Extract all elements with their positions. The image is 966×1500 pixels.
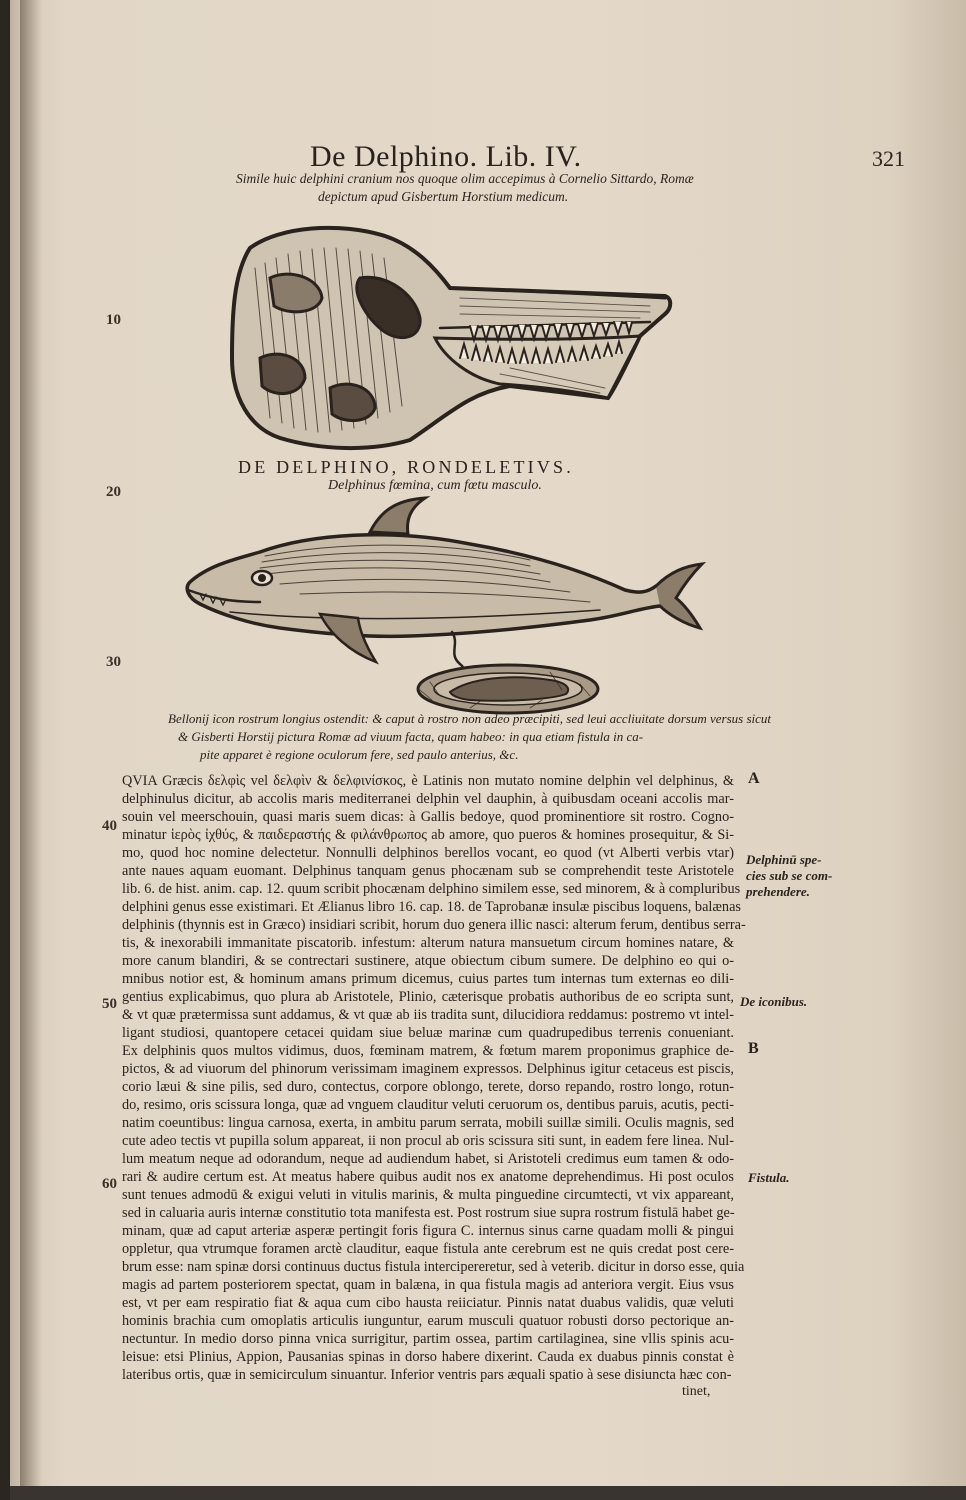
- page-bottom-edge: [10, 1486, 966, 1500]
- section-letter-marker: A: [748, 770, 760, 787]
- line-number-margin: 30: [106, 654, 121, 670]
- line-number-margin: 20: [106, 484, 121, 500]
- body-line: gentius explicabimus, quo plura ab Aristotele, Plinio, cæterisque probatis authoribus de eo scripta sunt,: [122, 989, 734, 1005]
- side-note-de-iconibus: De iconibus.: [740, 994, 808, 1009]
- line-number-margin: 40: [102, 818, 117, 834]
- body-line: delphinis (thynnis est in Græco) insidiari scribit, horum duo genera illic nasci: alterum ferum, dentibus serra-: [122, 917, 746, 933]
- body-line: delphini genus esse existimari. Et Ælianus libro 16. cap. 18. de Taprobanæ insulæ piscibus loquens, balænas: [122, 899, 741, 915]
- dolphin-icon: [170, 494, 710, 720]
- body-line: rari & audire certum est. At meatus habere quibus audit nos ex anatome deprehendimus. Hi post oculos: [122, 1169, 734, 1185]
- body-line: souin vel meerschouin, quasi maris suem dicas: à Gallis bedoye, quod prominentiore sit rostro. Cogno-: [122, 809, 734, 825]
- spine-shadow: [20, 0, 42, 1500]
- line-number-margin: 60: [102, 1176, 117, 1192]
- side-note-line: prehendere.: [746, 884, 810, 899]
- skull-caption-line: Simile huic delphini cranium nos quoque olim accepimus à Cornelio Sittardo, Romæ: [236, 171, 694, 186]
- body-line: mo, quod hoc nomine delectetur. Nonnulli delphinos berellos vocant, eo quod (vt Alberti verbis vtar): [122, 845, 734, 861]
- body-line: magis ad partem posteriorem spectat, quam in balæna, in qua fistula magis ad anteriora vergit. Eius vsus: [122, 1277, 734, 1293]
- dolphin-skull-illustration: [210, 218, 680, 456]
- body-line: oppletur, qua vtrumque foramen arctè clauditur, eaque fistula ante cerebrum est ne quis credat post cere-: [122, 1241, 734, 1257]
- body-line: do, resimo, oris scissura longa, quæ ad vnguem clauditur veluti ceruorum os, dentibus paruis, acutis, pecti-: [122, 1097, 734, 1113]
- body-line: tis, & inexorabili immanitate piscatorib. infestum: alterum natura mansuetum circum homines natare, &: [122, 935, 734, 951]
- bellon-caption-line: Bellonij icon rostrum longius ostendit: & caput à rostro non adeo præcipiti, sed leui accliuitate dorsum versus sicut: [168, 711, 772, 726]
- body-line: QVIA Græcis δελφὶς vel δελφὶν & δελφινίσκος, è Latinis non mutato nomine delphin vel delphinus, &: [122, 773, 734, 789]
- body-line: ligant studiosi, quantopere cetacei quidam siue beluæ marinæ cum quadrupedibus terrenis conueniant.: [122, 1025, 734, 1041]
- body-line: ante naues aquam euomant. Delphinus tanquam genus phocænam sub se comprehendit teste Aristotele: [122, 863, 734, 879]
- body-line: delphinulus dicitur, ab accolis maris mediterranei delphin vel dauphin, à quibusdam oceani accolis mar-: [122, 791, 734, 807]
- section-letter-marker: B: [748, 1040, 759, 1057]
- body-line: brum esse: nam spinæ dorsi continuus ductus fistula intercipereretur, sed à veterib. dicitur in dorso esse, quia: [122, 1259, 745, 1275]
- body-line: hominis brachia cum omoplatis articulis iunguntur, earum musculi quatuor robusti dorso pectorique an-: [122, 1313, 734, 1329]
- skull-caption-line: depictum apud Gisbertum Horstium medicum.: [318, 189, 569, 204]
- body-line: lib. 6. de hist. anim. cap. 12. quum scribit phocænam delphino similem esse, sed minorem, & à compluribus: [122, 881, 741, 897]
- dolphin-skull-icon: [210, 218, 680, 456]
- book-page: [10, 0, 966, 1500]
- body-line: lateribus ortis, quæ in semicirculum sinuantur. Inferior ventris pars æquali spatio à sese disiuncta hæc con-: [122, 1367, 732, 1383]
- body-line: natim coeuntibus: lingua carnosa, exerta, in ambitu parum serrata, mobili suillæ simili. Oculis magnis, sed: [122, 1115, 734, 1131]
- body-line: pictos, & ad viuorum del phinorum verissimam imaginem expressos. Delphinus igitur cetaceus est piscis,: [122, 1061, 734, 1077]
- body-line: more canum blandiri, & se contrectari sustinere, atque obiectum cibum sumere. De delphino eo qui o-: [122, 953, 734, 969]
- body-line: & vt quæ prætermissa sunt addamus, & vt quæ ab iis tradita sunt, dilucidiora reddamus: postremo vt intel-: [122, 1007, 734, 1023]
- body-line: leisue: etsi Plinius, Appion, Pausanias spinas in dorso habere dixerint. Cauda ex duabus pinnis constat è: [122, 1349, 734, 1365]
- body-line: minatur ἱερὸς ἰχθύς, & παιδεραστής & φιλάνθρωπος ab amore, quo pueros & homines prosequitur, & Si-: [122, 827, 734, 843]
- body-line: est, vt per eam respiratio fiat & aqua cum cibo hausta reiiciatur. Pinnis natat duabus validis, quæ veluti: [122, 1295, 734, 1311]
- page-number: 321: [872, 146, 905, 171]
- line-number-margin: 10: [106, 312, 121, 328]
- body-line: nectuntur. In medio dorso pinna vnica surrigitur, partim ossea, partim cartilaginea, sine vllis spinis acu-: [122, 1331, 734, 1347]
- body-line: cute adeo tectis vt pupilla solum appareat, ii non procul ab oris scissura siti sunt, in eadem fere linea. Nul-: [122, 1133, 734, 1149]
- dolphin-with-foetus-illustration: [170, 494, 710, 720]
- body-line: sunt tenues admodū & exigui veluti in vitulis marinis, & multa pinguedine circumtecti, vt vix appareant,: [122, 1187, 734, 1203]
- side-note-line: cies sub se com-: [746, 868, 833, 883]
- bellon-caption-line: & Gisberti Horstij pictura Romæ ad viuum facta, quam habeo: in qua etiam fistula in ca-: [178, 729, 644, 744]
- section-subtitle: Delphinus fœmina, cum fœtu masculo.: [328, 478, 542, 493]
- running-head: De Delphino. Lib. IV.: [310, 140, 582, 173]
- catchword: tinet,: [682, 1384, 711, 1399]
- side-note-line: Delphinū spe-: [746, 852, 822, 867]
- body-line: sed in caluaria auris internæ constitutio tota manifesta est. Post rostrum siue supra rostrum fistulā habet ge-: [122, 1205, 735, 1221]
- body-line: mnibus notior est, & hominum amans primum dicemus, cuius partes tum internas tum externas eo dili-: [122, 971, 734, 987]
- body-line: corio læui & sine pilis, sed duro, contectus, corpore oblongo, terete, dorso repando, rostro longo, rotun-: [122, 1079, 734, 1095]
- side-note-fistula: Fistula.: [748, 1170, 790, 1185]
- bellon-caption-line: pite apparet è regione oculorum fere, sed paulo anterius, &c.: [200, 747, 519, 762]
- line-number-margin: 50: [102, 996, 117, 1012]
- body-line: Ex delphinis quos multos vidimus, duos, fœminam matrem, & fœtum marem proponimus graphice de-: [122, 1043, 734, 1059]
- body-line: minam, quæ ad caput arteriæ asperæ pertingit foris figura C. internus sinus carne quadam molli & pingui: [122, 1223, 734, 1239]
- section-title: DE DELPHINO, RONDELETIVS.: [238, 457, 574, 477]
- body-line: lum meatum neque ad odorandum, neque ad audiendum habet, si Aristoteli credimus eum tamen & odo-: [122, 1151, 734, 1167]
